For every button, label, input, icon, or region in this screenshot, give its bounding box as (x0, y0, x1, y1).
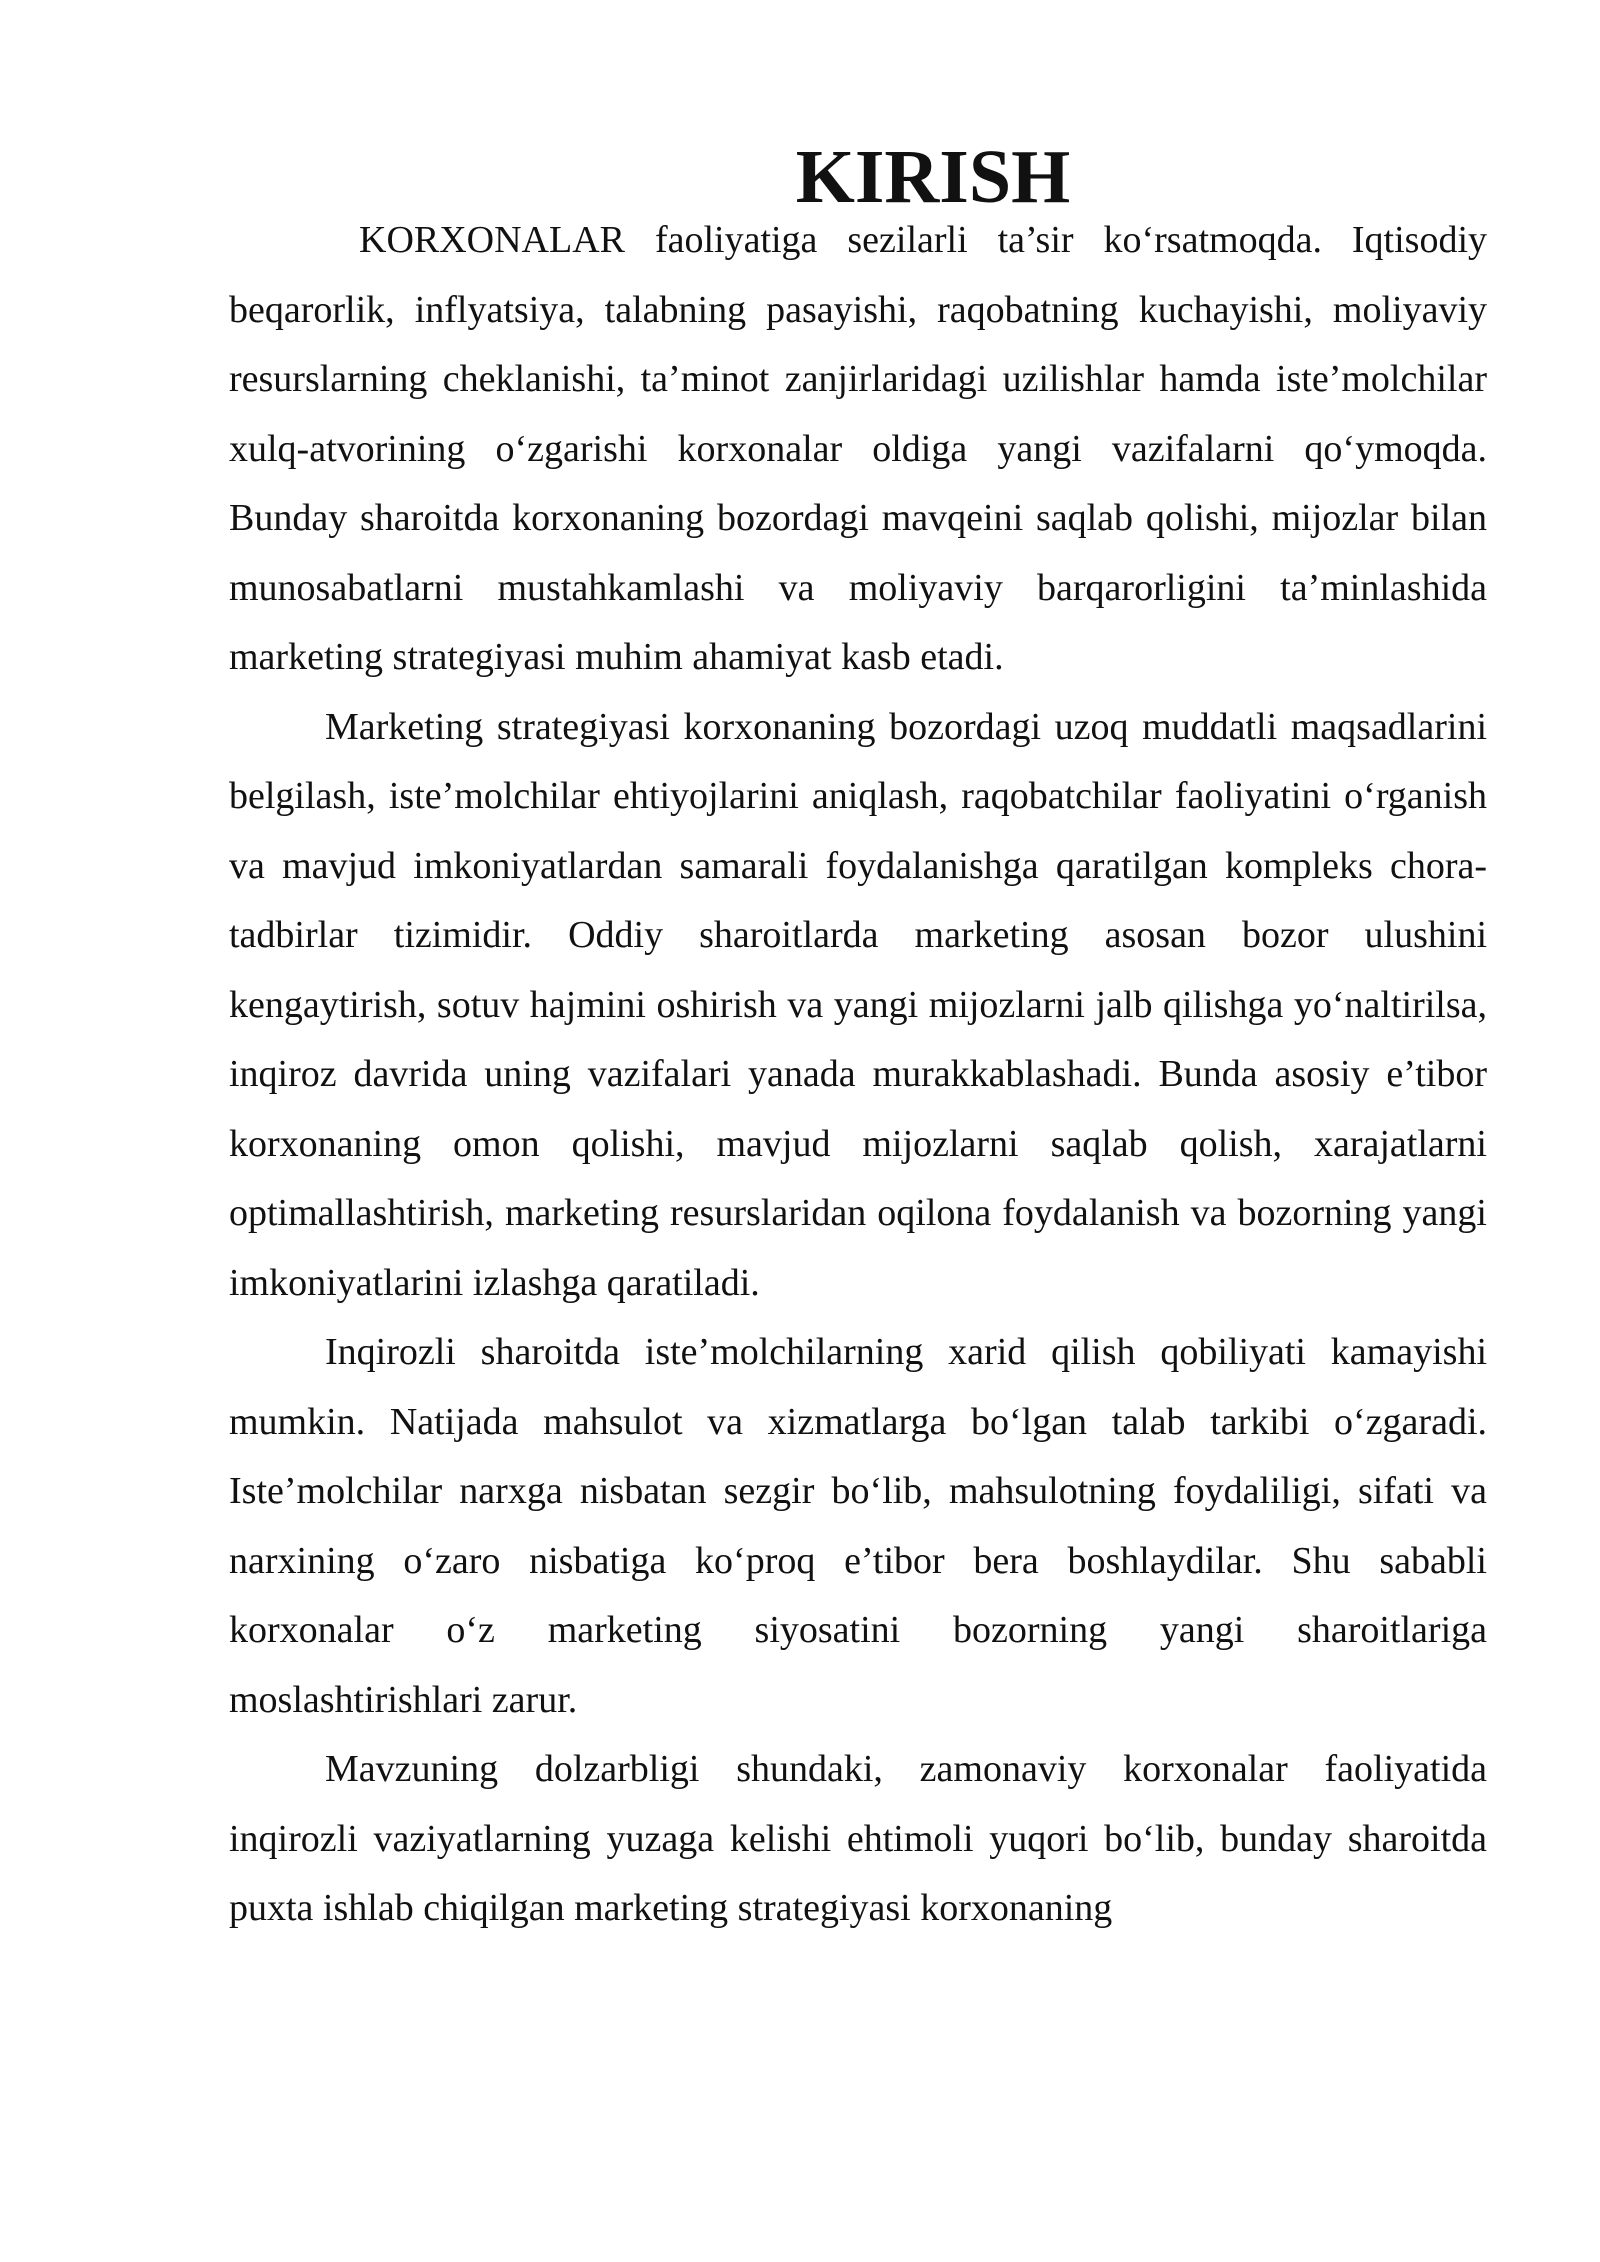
paragraph-1: KORXONALAR faoliyatiga sezilarli ta’sir ko‘rsatmoqda. Iqtisodiy beqarorlik, inflyatsiya, talabning pasayishi, raqobatning kuchayishi, moliyaviy resurslarning cheklanishi, ta’minot zanjirlaridagi uzilishlar hamda iste’molchilar xulq-atvorining o‘zgarishi korxonalar oldiga yangi vazifalarni qo‘ymoqda. Bunday sharoitda korxonaning bozordagi mavqeini saqlab qolishi, mijozlar bilan munosabatlarni mustahkamlashi va moliyaviy barqarorligini ta’minlashida marketing strategiyasi muhim ahamiyat kasb etadi. (229, 219, 1487, 678)
page-title: KIRISH (795, 135, 1071, 219)
document-body (229, 135, 1487, 1944)
paragraph-3: Inqirozli sharoitda iste’molchilarning xarid qilish qobiliyati kamayishi mumkin. Natijada mahsulot va xizmatlarga bo‘lgan talab tarkibi o‘zgaradi. Iste’molchilar narxga nisbatan sezgir bo‘lib, mahsulotning foydaliligi, sifati va narxining o‘zaro nisbatiga ko‘proq e’tibor bera boshlaydilar. Shu sababli korxonalar o‘z marketing siyosatini bozorning yangi sharoitlariga moslashtirishlari zarur. (229, 1331, 1487, 1721)
paragraph-2: Marketing strategiyasi korxonaning bozordagi uzoq muddatli maqsadlarini belgilash, iste’molchilar ehtiyojlarini aniqlash, raqobatchilar faoliyatini o‘rganish va mavjud imkoniyatlardan samarali foydalanishga qaratilgan kompleks chora-tadbirlar tizimidir. Oddiy sharoitlarda marketing asosan bozor ulushini kengaytirish, sotuv hajmini oshirish va yangi mijozlarni jalb qilishga yo‘naltirilsa, inqiroz davrida uning vazifalari yanada murakkablashadi. Bunda asosiy e’tibor korxonaning omon qolishi, mavjud mijozlarni saqlab qolish, xarajatlarni optimallashtirish, marketing resurslaridan oqilona foydalanish va bozorning yangi imkoniyatlarini izlashga qaratiladi. (229, 705, 1487, 1304)
paragraph-4: Mavzuning dolzarbligi shundaki, zamonaviy korxonalar faoliyatida inqirozli vaziyatlarning yuzaga kelishi ehtimoli yuqori bo‘lib, bunday sharoitda puxta ishlab chiqilgan marketing strategiyasi korxonaning (229, 1748, 1487, 1929)
